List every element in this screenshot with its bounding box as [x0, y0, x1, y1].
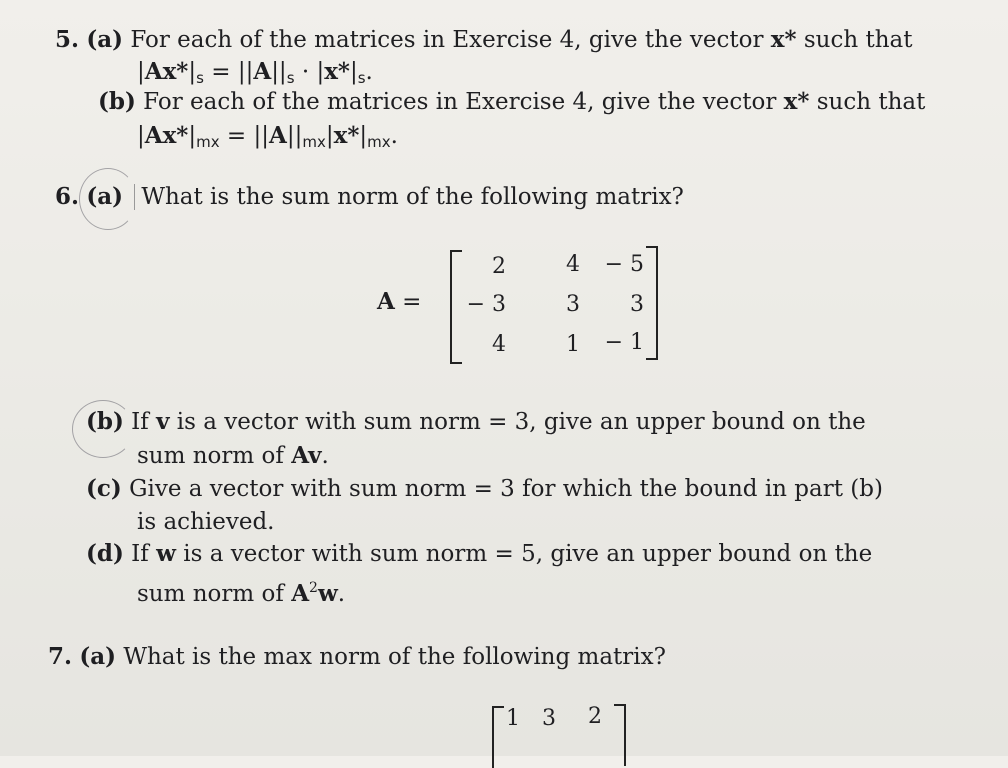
q6-d-text-3: sum norm of — [137, 581, 284, 607]
q5-a-rhs-open: | — [316, 59, 325, 85]
q5-b-rhs-close: | — [359, 123, 368, 149]
q5-b-rhs-sub: mx — [367, 133, 391, 151]
q6-matrix-name: A — [377, 288, 395, 315]
q7-a-text: What is the max norm of the following matrix? — [123, 644, 666, 670]
q5-a-lhs: Ax* — [144, 58, 189, 85]
q6-d-end: . — [337, 581, 346, 607]
q7-matrix — [492, 702, 632, 762]
q6-d-line-2 — [137, 574, 345, 608]
q6-d-w2: w — [317, 580, 338, 607]
q6-d-A: A — [291, 580, 310, 607]
q5-b-rhs: x* — [333, 122, 360, 149]
matrix-cell: 3 — [630, 292, 644, 317]
q5-b-such-that: such that — [816, 89, 926, 115]
q7-a-line — [48, 643, 666, 671]
q5-a-equals: = — [211, 59, 231, 85]
q5-b-label: (b) — [98, 88, 136, 115]
matrix-cell: − 3 — [466, 292, 506, 317]
q5-a-rhs-sub: s — [357, 69, 366, 87]
q5-a-rhs: x* — [324, 58, 350, 85]
right-bracket — [646, 246, 658, 360]
q6-b-Av: Av — [291, 442, 322, 469]
q5-b-lhs-open: | — [137, 123, 145, 149]
q5-a-dot: · — [301, 59, 310, 85]
q5-a-norm-open: || — [237, 59, 254, 85]
q6-d-label: (d) — [86, 540, 124, 567]
q5-a-such-that: such that — [803, 27, 913, 53]
matrix-cell: − 1 — [604, 330, 644, 355]
q5-b-norm-open: || — [253, 123, 269, 149]
q6-matrix-label — [377, 288, 421, 316]
q5-b-equals: = — [226, 123, 247, 149]
q5-b-lhs: Ax* — [144, 122, 189, 149]
q6-d-text: is a vector with sum norm = 5, give an upper bound on the — [183, 541, 873, 567]
q5-b-lhs-close: | — [188, 123, 197, 149]
matrix-cell: 1 — [506, 706, 520, 731]
matrix-cell: 2 — [588, 704, 602, 729]
matrix-cell: 2 — [492, 254, 506, 279]
q5-a-end: . — [365, 59, 373, 85]
q5-b-lhs-sub: mx — [196, 133, 220, 151]
matrix-cell: 1 — [566, 332, 580, 357]
q6-matrix-equals: = — [402, 289, 422, 315]
q5-a-label: (a) — [86, 26, 123, 53]
q6-c-text-2: is achieved. — [137, 509, 275, 535]
q6-d-sup: 2 — [309, 580, 318, 596]
matrix-cell: 3 — [566, 292, 580, 317]
q7-a-label: (a) — [79, 643, 116, 670]
q6-b-line — [86, 408, 866, 436]
matrix-cell: 4 — [492, 332, 506, 357]
q5-b-xstar: x* — [783, 88, 810, 115]
q5-b-norm: A — [269, 122, 287, 149]
q5-b-norm-sub: mx — [302, 133, 326, 151]
q5-a-equation — [137, 58, 373, 92]
q6-b-text-3: sum norm of — [137, 443, 284, 469]
q7-number: 7. — [48, 643, 73, 670]
q5-b-end: . — [390, 123, 398, 149]
q6-b-end: . — [321, 443, 329, 469]
q6-b-label: (b) — [86, 408, 124, 435]
q5-b-norm-close: || — [286, 123, 303, 149]
q6-b-v: v — [156, 408, 170, 435]
q6-d-line — [86, 540, 872, 568]
q5-a-lhs-open: | — [137, 59, 145, 85]
right-bracket — [614, 704, 626, 766]
q6-a-label: (a) — [86, 183, 123, 210]
q5-a-norm-close: || — [271, 59, 287, 85]
q6-d-if: If — [131, 541, 149, 567]
matrix-cell: 3 — [542, 706, 556, 731]
q5-a-rhs-close: | — [349, 59, 358, 85]
q5-a-line — [55, 26, 913, 54]
q6-c-line-2 — [137, 508, 274, 536]
q6-b-line-2 — [137, 442, 329, 470]
q6-d-w: w — [156, 540, 176, 567]
q6-c-line — [86, 475, 883, 503]
q5-b-equation — [137, 122, 398, 156]
matrix-cell: − 5 — [604, 252, 644, 277]
q5-a-text: For each of the matrices in Exercise 4, give the vector — [130, 27, 764, 53]
q6-b-if: If — [131, 409, 149, 435]
q5-a-norm-sub: s — [286, 69, 295, 87]
q5-a-xstar: x* — [770, 26, 797, 53]
q6-a-line — [55, 183, 684, 211]
q5-a-lhs-sub: s — [196, 69, 204, 87]
matrix-cell: 4 — [566, 252, 580, 277]
q5-b-rhs-open: | — [325, 123, 334, 149]
left-bracket — [450, 250, 462, 364]
q5-b-line — [98, 88, 925, 116]
q5-number: 5. — [55, 26, 80, 53]
q6-matrix — [450, 244, 660, 364]
q6-a-text: What is the sum norm of the following matrix? — [134, 184, 684, 210]
q5-a-norm: A — [253, 58, 272, 85]
q6-b-text: is a vector with sum norm = 3, give an upper bound on the — [176, 409, 866, 435]
q6-c-label: (c) — [86, 475, 122, 502]
q6-c-text: Give a vector with sum norm = 3 for which the bound in part (b) — [129, 476, 883, 502]
q5-a-lhs-close: | — [188, 59, 197, 85]
q6-number: 6. — [55, 183, 80, 210]
q5-b-text: For each of the matrices in Exercise 4, give the vector — [143, 89, 777, 115]
